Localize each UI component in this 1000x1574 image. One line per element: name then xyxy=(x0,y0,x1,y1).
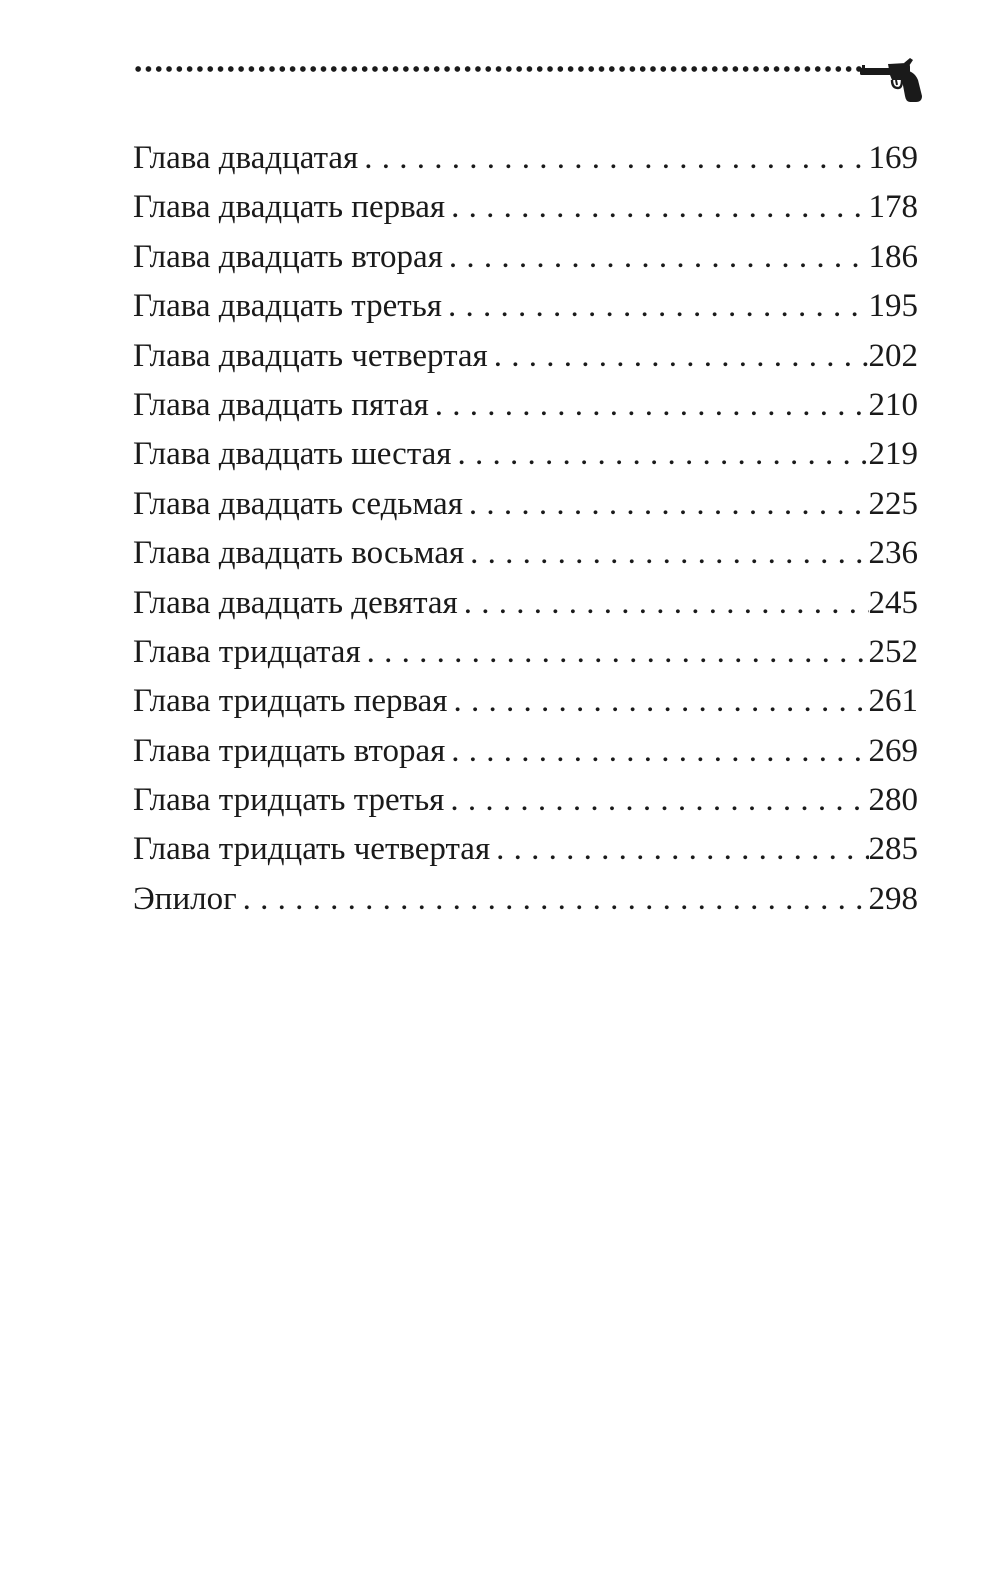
toc-entry[interactable] xyxy=(133,776,918,825)
toc-entry-page: 269 xyxy=(868,732,918,769)
dot-leader xyxy=(494,332,869,381)
toc-entry-page: 195 xyxy=(868,288,918,325)
toc-entry[interactable] xyxy=(133,134,918,183)
toc-entry-title: Глава двадцать вторая xyxy=(133,238,443,275)
toc-entry-title: Глава двадцать восьмая xyxy=(133,535,465,572)
toc-entry-page: 178 xyxy=(868,189,918,226)
toc-entry[interactable] xyxy=(133,825,918,874)
dot-leader xyxy=(470,529,868,578)
toc-entry-title: Глава тридцать четвертая xyxy=(133,831,491,868)
revolver-icon xyxy=(858,58,924,104)
toc-entry-title: Глава тридцатая xyxy=(133,633,361,670)
toc-entry-title: Глава двадцать третья xyxy=(133,288,442,325)
toc-entry-title: Эпилог xyxy=(133,880,237,917)
toc-entry[interactable] xyxy=(133,183,918,232)
toc-entry[interactable] xyxy=(133,579,918,628)
dot-leader xyxy=(464,579,869,628)
dot-leader xyxy=(450,776,868,825)
toc-entry-page: 280 xyxy=(868,782,918,819)
toc-entry-page: 298 xyxy=(868,880,918,917)
toc-entry[interactable] xyxy=(133,233,918,282)
dot-leader xyxy=(243,875,869,924)
toc-entry-title: Глава двадцать первая xyxy=(133,189,446,226)
table-of-contents xyxy=(133,134,918,924)
toc-entry-page: 225 xyxy=(868,485,918,522)
toc-entry[interactable] xyxy=(133,430,918,479)
toc-entry[interactable] xyxy=(133,727,918,776)
toc-entry-page: 169 xyxy=(868,140,918,176)
toc-entry[interactable] xyxy=(133,529,918,578)
toc-entry-page: 261 xyxy=(868,683,918,720)
toc-entry-title: Глава двадцать пятая xyxy=(133,386,429,423)
dot-leader xyxy=(453,677,868,726)
dot-leader xyxy=(448,282,869,331)
toc-entry-title: Глава тридцать первая xyxy=(133,683,448,720)
toc-entry-title: Глава двадцать седьмая xyxy=(133,485,463,522)
toc-entry-page: 219 xyxy=(868,436,918,473)
toc-entry-page: 252 xyxy=(868,633,918,670)
dot-leader xyxy=(496,825,868,874)
dot-leader xyxy=(435,381,869,430)
toc-entry[interactable] xyxy=(133,628,918,677)
toc-entry[interactable] xyxy=(133,381,918,430)
toc-entry-page: 236 xyxy=(868,535,918,572)
toc-entry[interactable] xyxy=(133,875,918,924)
toc-entry-page: 202 xyxy=(868,337,918,374)
toc-entry-title: Глава двадцать шестая xyxy=(133,436,452,473)
toc-entry-title: Глава двадцатая xyxy=(133,140,359,176)
toc-entry-page: 245 xyxy=(868,584,918,621)
dot-leader xyxy=(449,233,869,282)
toc-entry[interactable] xyxy=(133,282,918,331)
toc-entry-title: Глава тридцать третья xyxy=(133,782,445,819)
dot-leader xyxy=(364,134,868,183)
dotted-header-rule xyxy=(133,62,863,76)
dot-leader xyxy=(367,628,869,677)
toc-entry-title: Глава тридцать вторая xyxy=(133,732,446,769)
toc-entry-title: Глава двадцать девятая xyxy=(133,584,458,621)
dot-leader xyxy=(469,480,869,529)
dot-leader xyxy=(451,183,868,232)
toc-entry[interactable] xyxy=(133,332,918,381)
dot-leader xyxy=(451,727,868,776)
toc-entry[interactable] xyxy=(133,677,918,726)
dot-leader xyxy=(457,430,868,479)
toc-entry-page: 210 xyxy=(868,386,918,423)
toc-entry-page: 186 xyxy=(868,238,918,275)
toc-entry-page: 285 xyxy=(868,831,918,868)
toc-entry[interactable] xyxy=(133,480,918,529)
toc-entry-title: Глава двадцать четвертая xyxy=(133,337,488,374)
